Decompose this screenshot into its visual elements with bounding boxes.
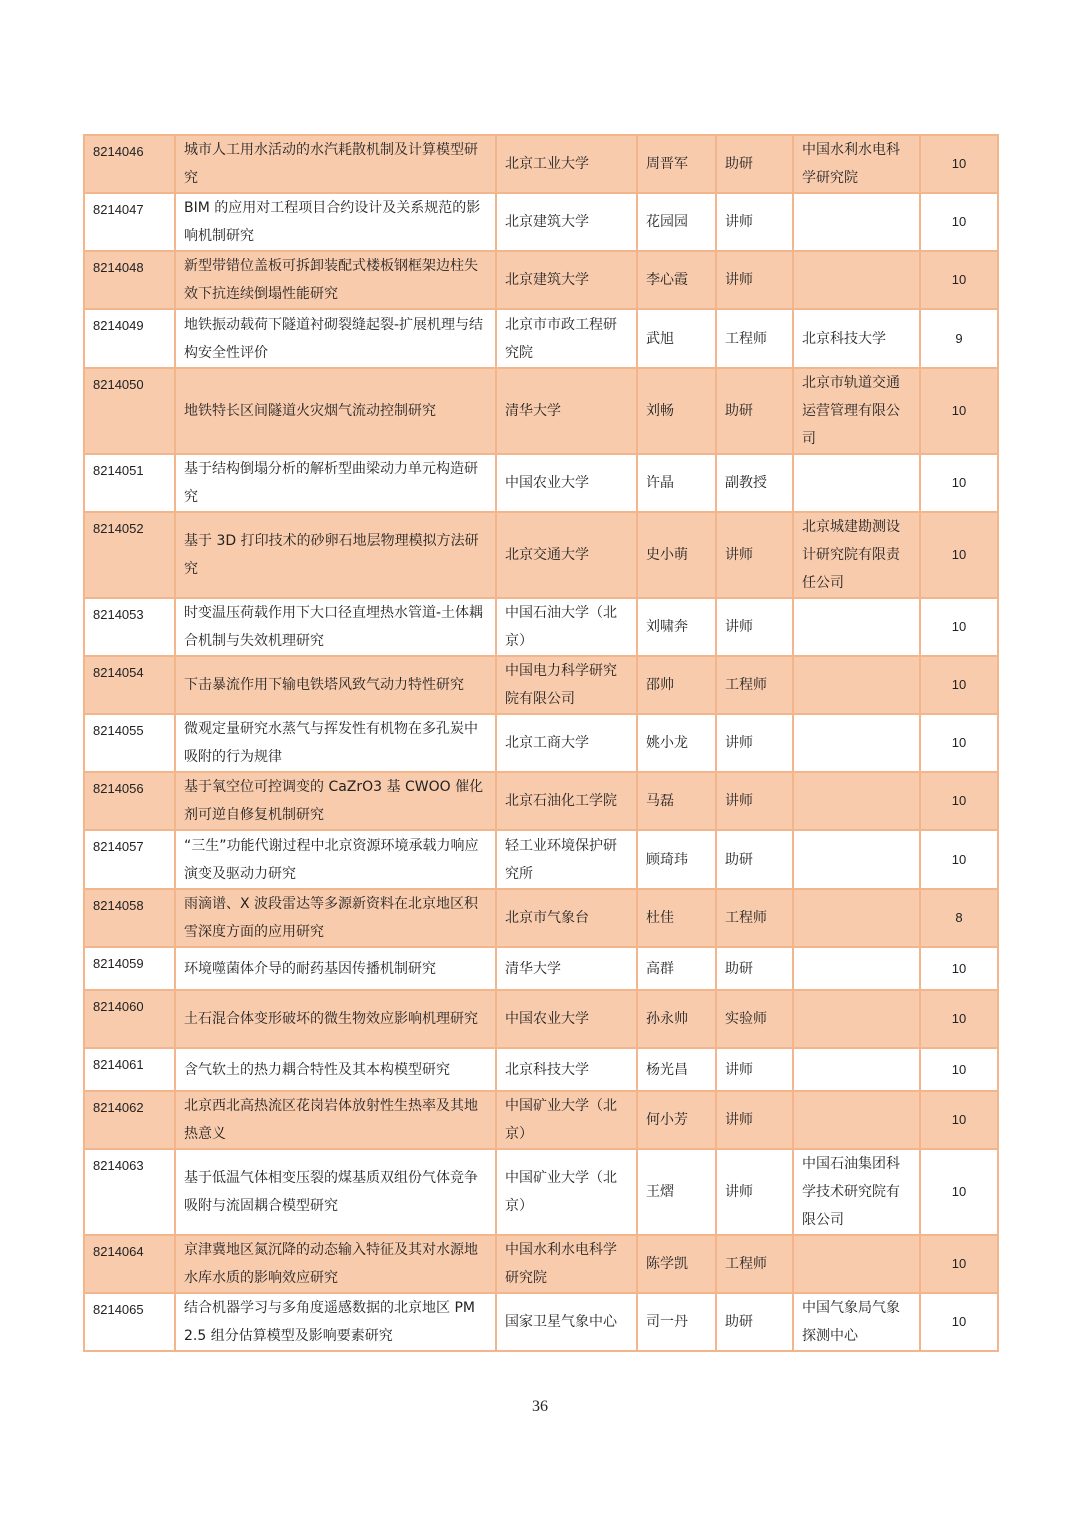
score-cell: 10 [920, 656, 998, 714]
score-cell: 10 [920, 512, 998, 598]
project-id-cell: 8214046 [84, 135, 175, 193]
title-rank-cell: 讲师 [716, 1091, 793, 1149]
score-cell: 10 [920, 135, 998, 193]
institution-cell: 北京建筑大学 [496, 251, 637, 309]
institution-cell: 清华大学 [496, 947, 637, 990]
partner-org-cell: 北京城建勘测设计研究院有限责任公司 [793, 512, 920, 598]
project-table [83, 134, 999, 1352]
leader-name-cell: 邵帅 [637, 656, 716, 714]
institution-cell: 北京市市政工程研究院 [496, 309, 637, 368]
score-cell: 9 [920, 309, 998, 368]
partner-org-cell: 北京市轨道交通运营管理有限公司 [793, 368, 920, 454]
project-title-cell: 地铁特长区间隧道火灾烟气流动控制研究 [175, 368, 496, 454]
title-rank-cell: 工程师 [716, 889, 793, 947]
project-id-cell: 8214062 [84, 1091, 175, 1149]
partner-org-cell [793, 454, 920, 512]
leader-name-cell: 何小芳 [637, 1091, 716, 1149]
partner-org-cell: 中国石油集团科学技术研究院有限公司 [793, 1149, 920, 1235]
project-id-cell: 8214047 [84, 193, 175, 251]
institution-cell: 中国矿业大学（北京） [496, 1149, 637, 1235]
leader-name-cell: 武旭 [637, 309, 716, 368]
institution-cell: 北京工业大学 [496, 135, 637, 193]
table-row [84, 772, 998, 830]
title-rank-cell: 副教授 [716, 454, 793, 512]
table-row [84, 714, 998, 772]
table-row [84, 990, 998, 1048]
title-rank-cell: 讲师 [716, 772, 793, 830]
partner-org-cell [793, 1048, 920, 1091]
title-rank-cell: 讲师 [716, 598, 793, 656]
project-title-cell: 基于结构倒塌分析的解析型曲梁动力单元构造研究 [175, 454, 496, 512]
project-id-cell: 8214058 [84, 889, 175, 947]
partner-org-cell [793, 714, 920, 772]
project-id-cell: 8214051 [84, 454, 175, 512]
project-title-cell: 结合机器学习与多角度遥感数据的北京地区 PM2.5 组分估算模型及影响要素研究 [175, 1293, 496, 1351]
table-row [84, 135, 998, 193]
project-id-cell: 8214059 [84, 947, 175, 990]
institution-cell: 中国矿业大学（北京） [496, 1091, 637, 1149]
project-title-cell: 含气软土的热力耦合特性及其本构模型研究 [175, 1048, 496, 1091]
title-rank-cell: 工程师 [716, 309, 793, 368]
partner-org-cell [793, 251, 920, 309]
project-id-cell: 8214060 [84, 990, 175, 1048]
table-row [84, 1149, 998, 1235]
project-title-cell: 基于 3D 打印技术的砂卵石地层物理模拟方法研究 [175, 512, 496, 598]
title-rank-cell: 讲师 [716, 1048, 793, 1091]
leader-name-cell: 杜佳 [637, 889, 716, 947]
table-row [84, 656, 998, 714]
partner-org-cell [793, 1091, 920, 1149]
title-rank-cell: 助研 [716, 830, 793, 889]
table-row [84, 830, 998, 889]
institution-cell: 北京建筑大学 [496, 193, 637, 251]
project-title-cell: “三生”功能代谢过程中北京资源环境承载力响应演变及驱动力研究 [175, 830, 496, 889]
project-title-cell: 城市人工用水活动的水汽耗散机制及计算模型研究 [175, 135, 496, 193]
institution-cell: 北京科技大学 [496, 1048, 637, 1091]
title-rank-cell: 工程师 [716, 1235, 793, 1293]
table-row [84, 368, 998, 454]
institution-cell: 中国农业大学 [496, 990, 637, 1048]
page-number: 36 [532, 1398, 548, 1415]
table-row [84, 512, 998, 598]
project-id-cell: 8214052 [84, 512, 175, 598]
leader-name-cell: 刘啸奔 [637, 598, 716, 656]
leader-name-cell: 姚小龙 [637, 714, 716, 772]
project-id-cell: 8214061 [84, 1048, 175, 1091]
title-rank-cell: 实验师 [716, 990, 793, 1048]
score-cell: 10 [920, 714, 998, 772]
project-title-cell: 新型带错位盖板可拆卸装配式楼板钢框架边柱失效下抗连续倒塌性能研究 [175, 251, 496, 309]
table-row [84, 193, 998, 251]
partner-org-cell [793, 889, 920, 947]
leader-name-cell: 顾琦玮 [637, 830, 716, 889]
institution-cell: 北京工商大学 [496, 714, 637, 772]
score-cell: 10 [920, 598, 998, 656]
project-id-cell: 8214049 [84, 309, 175, 368]
project-id-cell: 8214065 [84, 1293, 175, 1351]
project-id-cell: 8214053 [84, 598, 175, 656]
leader-name-cell: 司一丹 [637, 1293, 716, 1351]
project-id-cell: 8214055 [84, 714, 175, 772]
table-row [84, 598, 998, 656]
score-cell: 10 [920, 1235, 998, 1293]
project-title-cell: 时变温压荷载作用下大口径直埋热水管道-土体耦合机制与失效机理研究 [175, 598, 496, 656]
table-row [84, 309, 998, 368]
partner-org-cell [793, 193, 920, 251]
project-id-cell: 8214056 [84, 772, 175, 830]
score-cell: 10 [920, 1091, 998, 1149]
title-rank-cell: 讲师 [716, 512, 793, 598]
table-row [84, 454, 998, 512]
score-cell: 10 [920, 1048, 998, 1091]
project-title-cell: 北京西北高热流区花岗岩体放射性生热率及其地热意义 [175, 1091, 496, 1149]
institution-cell: 中国石油大学（北京） [496, 598, 637, 656]
partner-org-cell [793, 1235, 920, 1293]
institution-cell: 中国电力科学研究院有限公司 [496, 656, 637, 714]
title-rank-cell: 工程师 [716, 656, 793, 714]
table-row [84, 251, 998, 309]
partner-org-cell: 中国水利水电科学研究院 [793, 135, 920, 193]
leader-name-cell: 许晶 [637, 454, 716, 512]
institution-cell: 北京石油化工学院 [496, 772, 637, 830]
score-cell: 10 [920, 251, 998, 309]
partner-org-cell [793, 947, 920, 990]
institution-cell: 中国水利水电科学研究院 [496, 1235, 637, 1293]
partner-org-cell [793, 656, 920, 714]
partner-org-cell [793, 772, 920, 830]
table-row [84, 1091, 998, 1149]
institution-cell: 北京市气象台 [496, 889, 637, 947]
partner-org-cell [793, 598, 920, 656]
project-title-cell: 雨滴谱、X 波段雷达等多源新资料在北京地区积雪深度方面的应用研究 [175, 889, 496, 947]
project-id-cell: 8214048 [84, 251, 175, 309]
project-title-cell: 地铁振动载荷下隧道衬砌裂缝起裂-扩展机理与结构安全性评价 [175, 309, 496, 368]
leader-name-cell: 李心霞 [637, 251, 716, 309]
partner-org-cell [793, 990, 920, 1048]
score-cell: 10 [920, 947, 998, 990]
leader-name-cell: 孙永帅 [637, 990, 716, 1048]
score-cell: 10 [920, 193, 998, 251]
table-row [84, 1048, 998, 1091]
project-id-cell: 8214064 [84, 1235, 175, 1293]
title-rank-cell: 助研 [716, 135, 793, 193]
project-title-cell: 基于低温气体相变压裂的煤基质双组份气体竞争吸附与流固耦合模型研究 [175, 1149, 496, 1235]
institution-cell: 轻工业环境保护研究所 [496, 830, 637, 889]
leader-name-cell: 史小萌 [637, 512, 716, 598]
project-title-cell: BIM 的应用对工程项目合约设计及关系规范的影响机制研究 [175, 193, 496, 251]
project-title-cell: 土石混合体变形破坏的微生物效应影响机理研究 [175, 990, 496, 1048]
partner-org-cell [793, 830, 920, 889]
project-id-cell: 8214063 [84, 1149, 175, 1235]
partner-org-cell: 北京科技大学 [793, 309, 920, 368]
institution-cell: 国家卫星气象中心 [496, 1293, 637, 1351]
leader-name-cell: 王熠 [637, 1149, 716, 1235]
title-rank-cell: 助研 [716, 947, 793, 990]
title-rank-cell: 讲师 [716, 251, 793, 309]
table-row [84, 1235, 998, 1293]
project-title-cell: 京津冀地区氮沉降的动态输入特征及其对水源地水库水质的影响效应研究 [175, 1235, 496, 1293]
partner-org-cell: 中国气象局气象探测中心 [793, 1293, 920, 1351]
project-title-cell: 下击暴流作用下输电铁塔风致气动力特性研究 [175, 656, 496, 714]
institution-cell: 北京交通大学 [496, 512, 637, 598]
score-cell: 10 [920, 990, 998, 1048]
table-row [84, 947, 998, 990]
table-row [84, 889, 998, 947]
title-rank-cell: 讲师 [716, 714, 793, 772]
leader-name-cell: 花园园 [637, 193, 716, 251]
leader-name-cell: 杨光昌 [637, 1048, 716, 1091]
leader-name-cell: 刘畅 [637, 368, 716, 454]
score-cell: 10 [920, 1293, 998, 1351]
leader-name-cell: 高群 [637, 947, 716, 990]
score-cell: 8 [920, 889, 998, 947]
score-cell: 10 [920, 830, 998, 889]
project-title-cell: 环境噬菌体介导的耐药基因传播机制研究 [175, 947, 496, 990]
institution-cell: 中国农业大学 [496, 454, 637, 512]
title-rank-cell: 讲师 [716, 193, 793, 251]
title-rank-cell: 助研 [716, 1293, 793, 1351]
table-body [84, 135, 998, 1351]
score-cell: 10 [920, 1149, 998, 1235]
score-cell: 10 [920, 454, 998, 512]
project-title-cell: 基于氧空位可控调变的 CaZrO3 基 CWOO 催化剂可逆自修复机制研究 [175, 772, 496, 830]
project-id-cell: 8214057 [84, 830, 175, 889]
title-rank-cell: 讲师 [716, 1149, 793, 1235]
score-cell: 10 [920, 368, 998, 454]
leader-name-cell: 马磊 [637, 772, 716, 830]
institution-cell: 清华大学 [496, 368, 637, 454]
table-row [84, 1293, 998, 1351]
project-id-cell: 8214054 [84, 656, 175, 714]
score-cell: 10 [920, 772, 998, 830]
leader-name-cell: 陈学凯 [637, 1235, 716, 1293]
title-rank-cell: 助研 [716, 368, 793, 454]
project-title-cell: 微观定量研究水蒸气与挥发性有机物在多孔炭中吸附的行为规律 [175, 714, 496, 772]
project-id-cell: 8214050 [84, 368, 175, 454]
leader-name-cell: 周晋军 [637, 135, 716, 193]
